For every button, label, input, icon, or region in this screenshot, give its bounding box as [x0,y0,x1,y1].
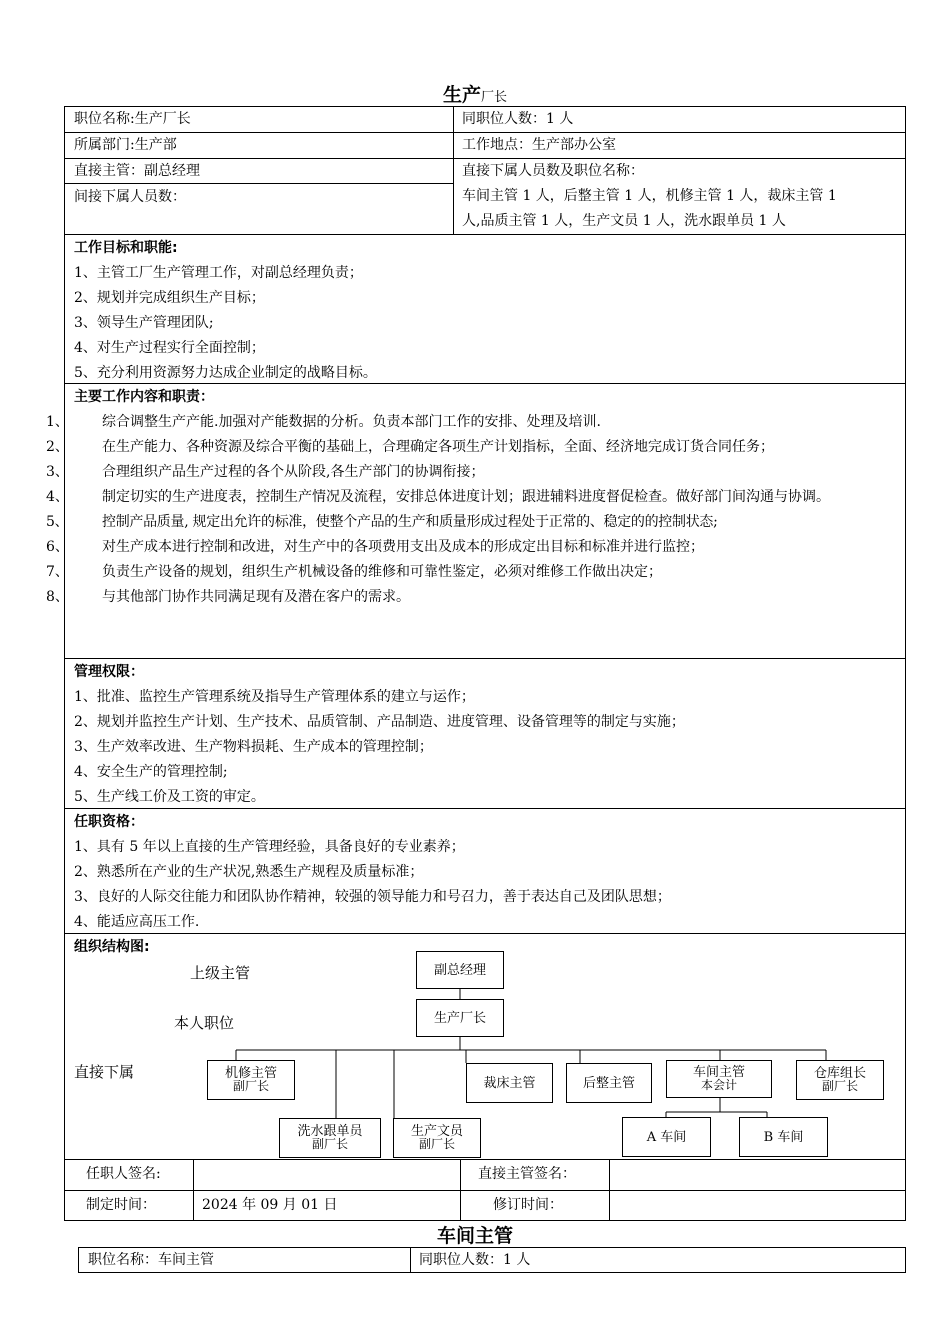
duty-item: 8、 与其他部门协作共同满足现有及潜在客户的需求。 [46,589,410,605]
made-time-label: 制定时间： [86,1197,156,1213]
direct-supervisor: 直接主管：副总经理 [74,163,200,179]
title-main: 生产 [442,84,481,106]
department: 所属部门:生产部 [74,137,177,153]
holder-signature-label: 任职人签名: [86,1166,161,1182]
qualification-title: 任职资格： [74,814,144,830]
duty-item: 6、 对生产成本进行控制和改进，对生产中的各项费用支出及成本的形成定出目标和标准并进行监控； [46,539,704,555]
next-position-name: 职位名称：车间主管 [88,1252,214,1268]
position-name: 职位名称:生产厂长 [74,111,191,127]
org-node-self: 生产厂长 [416,999,504,1037]
duties-title: 主要工作内容和职责： [74,389,214,405]
org-chart-title: 组织结构图: [74,939,150,955]
qualification-item: 1、具有 5 年以上直接的生产管理经验，具备良好的专业素养； [74,839,465,855]
work-location: 工作地点：生产部办公室 [462,137,616,153]
goal-item: 4、对生产过程实行全面控制； [74,340,265,356]
goal-item: 5、充分利用资源努力达成企业制定的战略目标。 [74,365,377,381]
direct-subordinates-line1: 车间主管 1 人，后整主管 1 人，机修主管 1 人，裁床主管 1 [462,188,837,204]
org-node-warehouse: 仓库组长 副厂长 [796,1060,884,1100]
supervisor-signature-label: 直接主管签名： [478,1166,576,1182]
duty-item: 1、 综合调整生产产能.加强对产能数据的分析。负责本部门工作的安排、处理及培训. [46,414,601,430]
same-position-count: 同职位人数：1 人 [462,111,574,127]
goals-title: 工作目标和职能: [74,240,178,256]
qualification-item: 2、熟悉所在产业的生产状况,熟悉生产规程及质量标准； [74,864,424,880]
authority-title: 管理权限： [74,664,144,680]
label-self: 本人职位 [174,1014,235,1032]
next-document-title: 车间主管 [436,1225,513,1247]
authority-item: 2、规划并监控生产计划、生产技术、品质管制、产品制造、进度管理、设备管理等的制定与实施； [74,714,685,730]
duty-item: 2、 在生产能力、各种资源及综合平衡的基础上，合理确定各项生产计划指标，全面、经济地完成订货合同任务； [46,439,774,455]
org-node-finishing: 后整主管 [566,1063,652,1103]
duty-item: 5、 控制产品质量, 规定出允许的标准，使整个产品的生产和质量形成过程处于正常的、稳定的的控制状态; [46,514,718,530]
goal-item: 1、主管工厂生产管理工作，对副总经理负责； [74,265,363,281]
authority-item: 4、安全生产的管理控制; [74,764,228,780]
org-node-workshop-a: A 车间 [622,1117,711,1157]
direct-subordinates-line2: 人,品质主管 1 人，生产文员 1 人，洗水跟单员 1 人 [462,213,786,229]
org-node-cutting: 裁床主管 [466,1063,553,1103]
org-node-maintenance: 机修主管 副厂长 [207,1060,295,1100]
label-superior: 上级主管 [190,964,251,982]
qualification-item: 3、良好的人际交往能力和团队协作精神，较强的领导能力和号召力，善于表达自己及团队思想； [74,889,671,905]
duty-item: 7、 负责生产设备的规划，组织生产机械设备的维修和可靠性鉴定，必须对维修工作做出决定； [46,564,662,580]
label-direct: 直接下属 [74,1063,135,1081]
authority-item: 5、生产线工价及工资的审定。 [74,789,265,805]
org-node-washing: 洗水跟单员 副厂长 [279,1118,381,1158]
revised-time-label: 修订时间： [493,1197,563,1213]
org-node-workshop-b: B 车间 [739,1117,828,1157]
title-suffix: 厂长 [481,90,508,105]
org-node-superior: 副总经理 [416,951,504,989]
org-node-workshop: 车间主管 本会计 [666,1060,772,1098]
goal-item: 3、领导生产管理团队; [74,315,214,331]
org-node-clerk: 生产文员 副厂长 [393,1118,481,1158]
next-same-count: 同职位人数：1 人 [419,1252,531,1268]
duty-item: 4、 制定切实的生产进度表，控制生产情况及流程，安排总体进度计划；跟进辅料进度督促检查。做好部门间沟通与协调。 [46,489,830,505]
direct-subordinates-title: 直接下属人员数及职位名称： [462,163,644,179]
qualification-item: 4、能适应高压工作. [74,914,200,930]
authority-item: 3、生产效率改进、生产物料损耗、生产成本的管理控制； [74,739,433,755]
made-time-value: 2024 年 09 月 01 日 [202,1197,338,1213]
indirect-subordinates: 间接下属人员数： [74,189,186,205]
duty-item: 3、 合理组织产品生产过程的各个从阶段,各生产部门的协调衔接； [46,464,485,480]
goal-item: 2、规划并完成组织生产目标； [74,290,265,306]
authority-item: 1、批准、监控生产管理系统及指导生产管理体系的建立与运作； [74,689,475,705]
